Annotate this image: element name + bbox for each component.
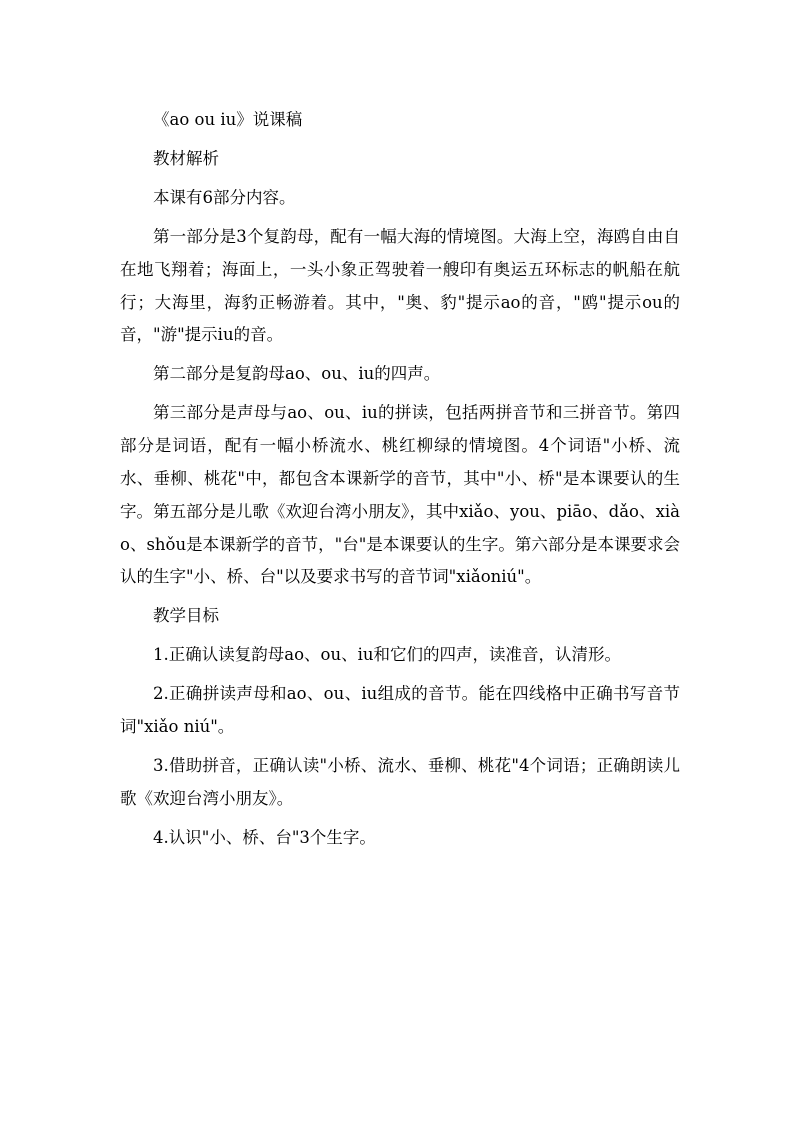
goal-item-4: 4.认识"小、桥、台"3个生字。 — [153, 827, 376, 847]
paragraph-part-one: 第一部分是3个复韵母，配有一幅大海的情境图。大海上空，海鸥自由自在地飞翔着；海面上，一头小象正驾驶着一艘印有奥运五环标志的帆船在航行；大海里，海豹正畅游着。其中，"奥、豹"提示ao的音，"鸥"提示ou的音，"游"提示iu的音。 — [120, 226, 680, 345]
document-body — [120, 104, 680, 861]
section-heading-goals: 教学目标 — [153, 606, 219, 626]
section-heading-analysis: 教材解析 — [153, 148, 219, 168]
paragraph-parts-three-to-six: 第三部分是声母与ao、ou、iu的拼读，包括两拼音节和三拼音节。第四部分是词语，配有一幅小桥流水、桃红柳绿的情境图。4个词语"小桥、流水、垂柳、桃花"中，都包含本课新学的音节，其中"小、桥"是本课要认的生字。第五部分是儿歌《欢迎台湾小朋友》，其中xiǎo、you、piāo、dǎo、xiào、shǒu是本课新学的音节，"台"是本课要认的生字。第六部分是本课要求会认的生字"小、桥、台"以及要求书写的音节词"xiǎoniú"。 — [120, 403, 680, 587]
document-title: 《ao ou iu》说课稿 — [153, 110, 303, 129]
goal-item-3: 3.借助拼音，正确认读"小桥、流水、垂柳、桃花"4个词语；正确朗读儿歌《欢迎台湾小朋友》。 — [120, 756, 680, 808]
goal-item-1: 1.正确认读复韵母ao、ou、iu和它们的四声，读准音，认清形。 — [153, 645, 621, 665]
paragraph-part-two: 第二部分是复韵母ao、ou、iu的四声。 — [153, 364, 441, 384]
paragraph-intro: 本课有6部分内容。 — [153, 187, 296, 207]
goal-item-2: 2.正确拼读声母和ao、ou、iu组成的音节。能在四线格中正确书写音节词"xiǎo niú"。 — [120, 684, 680, 737]
